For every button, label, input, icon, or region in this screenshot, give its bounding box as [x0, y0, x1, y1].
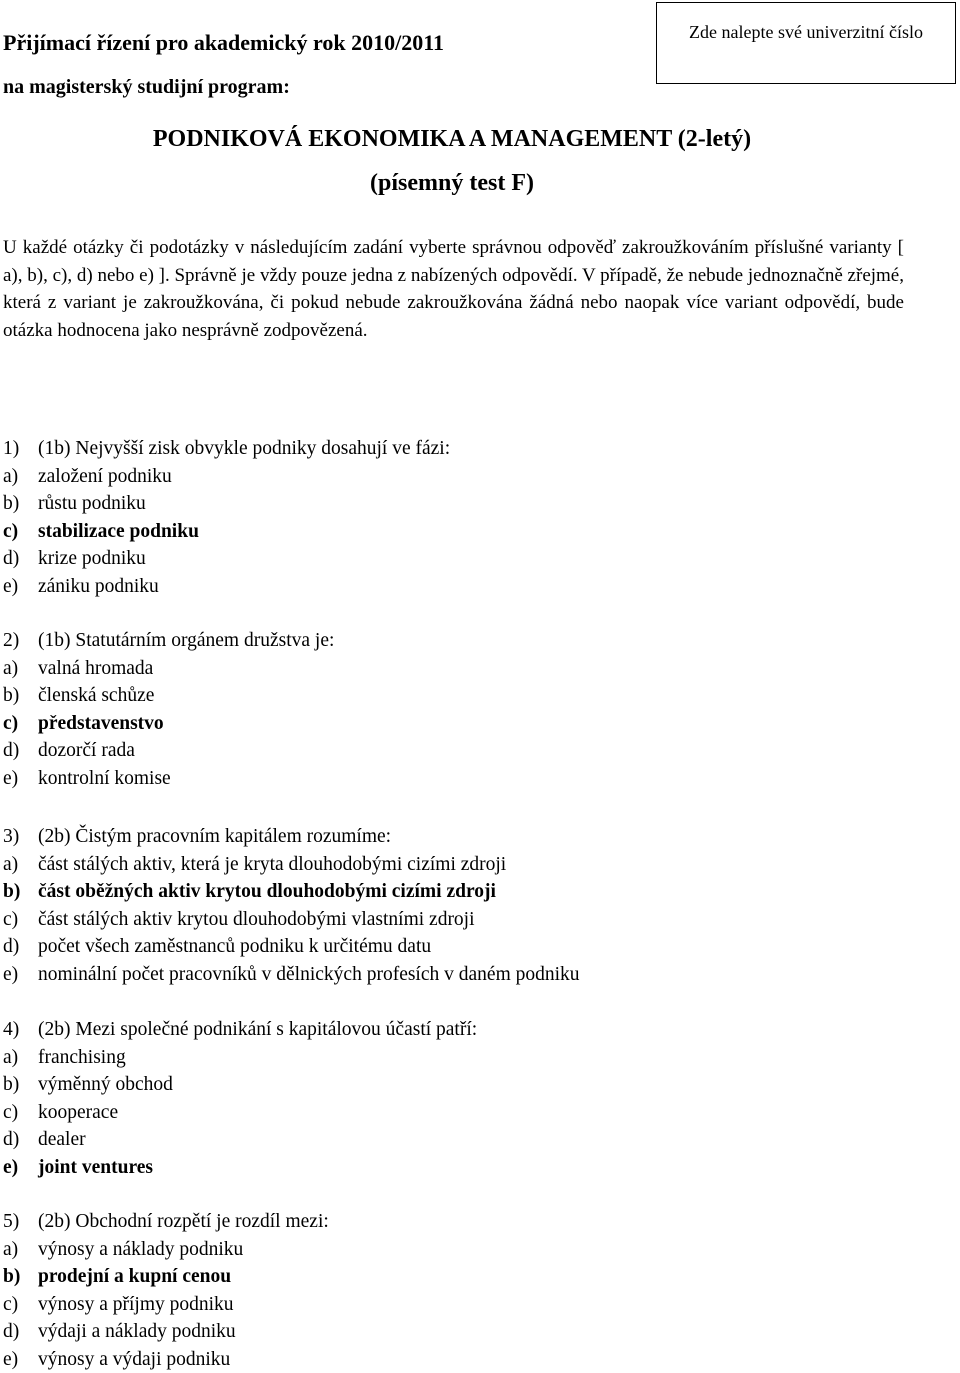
option-a[interactable]	[3, 1236, 903, 1264]
option-a[interactable]	[3, 851, 903, 879]
option-letter: e)	[3, 1348, 19, 1370]
option-d[interactable]	[3, 737, 903, 765]
program-title: PODNIKOVÁ EKONOMIKA A MANAGEMENT (2-letý)	[152, 126, 752, 152]
question-text	[3, 1208, 903, 1236]
option-b[interactable]	[3, 878, 903, 906]
option-letter: b)	[3, 881, 21, 902]
question-prompt: (2b) Čistým pracovním kapitálem rozumíme:	[38, 826, 392, 847]
option-text: kontrolní komise	[38, 767, 171, 789]
question-2	[3, 627, 903, 792]
question-5	[3, 1208, 903, 1373]
question-prompt: (2b) Obchodní rozpětí je rozdíl mezi:	[38, 1211, 329, 1232]
option-letter: d)	[3, 548, 20, 569]
question-1	[3, 435, 903, 600]
option-letter: e)	[3, 767, 19, 789]
sticker-box: Zde nalepte své univerzitní číslo	[656, 2, 956, 84]
question-number: 2)	[3, 630, 20, 651]
option-text: část oběžných aktiv krytou dlouhodobými cizími zdroji	[38, 881, 496, 902]
option-b[interactable]	[3, 682, 903, 710]
option-text: dozorčí rada	[38, 740, 135, 761]
option-text: výnosy a příjmy podniku	[38, 1293, 234, 1315]
option-text: zániku podniku	[38, 575, 159, 597]
option-a[interactable]	[3, 463, 903, 491]
option-c[interactable]	[3, 518, 903, 546]
question-text	[3, 435, 903, 463]
option-letter: d)	[3, 740, 20, 761]
option-c[interactable]	[3, 906, 903, 934]
question-text	[3, 823, 903, 851]
option-c[interactable]	[3, 1099, 903, 1127]
option-text: výdaji a náklady podniku	[38, 1321, 236, 1342]
option-letter: c)	[3, 1293, 19, 1315]
option-text: založení podniku	[38, 465, 172, 487]
option-letter: d)	[3, 1129, 20, 1150]
option-text: prodejní a kupní cenou	[38, 1266, 232, 1287]
option-letter: c)	[3, 712, 19, 734]
option-letter: b)	[3, 685, 20, 706]
option-text: představenstvo	[38, 712, 164, 734]
option-c[interactable]	[3, 710, 903, 738]
question-prompt: (2b) Mezi společné podnikání s kapitálovou účastí patří:	[38, 1019, 478, 1040]
instructions: U každé otázky či podotázky v následujícím zadání vyberte správnou odpověď zakroužkováním příslušné varianty [ a), b), c), d) nebo e) ]. Správně je vždy pouze jedna z nabízených odpovědí. V případě, že nebude jednoznačně zřejmé, která z variant je zakroužkována, či pokud nebude zakroužkována žádná nebo naopak více variant odpovědí, bude otázka hodnocena jako nesprávně zodpovězená.	[3, 237, 904, 341]
option-letter: a)	[3, 1046, 19, 1068]
question-number: 1)	[3, 438, 20, 459]
option-e[interactable]	[3, 961, 903, 989]
option-e[interactable]	[3, 1154, 903, 1182]
option-b[interactable]	[3, 490, 903, 518]
option-b[interactable]	[3, 1071, 903, 1099]
option-letter: c)	[3, 520, 19, 542]
question-4	[3, 1016, 903, 1181]
question-number: 4)	[3, 1019, 20, 1040]
option-letter: d)	[3, 936, 20, 957]
option-a[interactable]	[3, 1044, 903, 1072]
option-d[interactable]	[3, 933, 903, 961]
option-text: výměnný obchod	[38, 1074, 173, 1095]
option-letter: d)	[3, 1321, 20, 1342]
option-letter: b)	[3, 493, 20, 514]
question-text	[3, 627, 903, 655]
option-e[interactable]	[3, 1346, 903, 1373]
question-prompt: (1b) Nejvyšší zisk obvykle podniky dosahují ve fázi:	[38, 438, 451, 459]
option-letter: a)	[3, 657, 19, 679]
option-letter: c)	[3, 1101, 19, 1123]
option-text: počet všech zaměstnanců podniku k určitému datu	[38, 936, 432, 957]
option-text: valná hromada	[38, 657, 154, 679]
option-letter: a)	[3, 853, 19, 875]
option-letter: e)	[3, 963, 19, 985]
question-text	[3, 1016, 903, 1044]
option-text: krize podniku	[38, 548, 146, 569]
option-letter: b)	[3, 1266, 21, 1287]
question-3	[3, 823, 903, 988]
option-c[interactable]	[3, 1291, 903, 1319]
option-d[interactable]	[3, 545, 903, 573]
option-letter: c)	[3, 908, 19, 930]
test-variant: (písemný test F)	[370, 170, 534, 196]
option-e[interactable]	[3, 765, 903, 793]
option-text: stabilizace podniku	[38, 520, 199, 542]
question-prompt: (1b) Statutárním orgánem družstva je:	[38, 630, 335, 651]
option-b[interactable]	[3, 1263, 903, 1291]
option-text: kooperace	[38, 1101, 119, 1123]
option-text: výnosy a výdaji podniku	[38, 1348, 231, 1370]
option-letter: e)	[3, 575, 19, 597]
question-number: 5)	[3, 1211, 20, 1232]
option-text: růstu podniku	[38, 493, 146, 514]
option-text: franchising	[38, 1046, 126, 1068]
option-letter: e)	[3, 1156, 19, 1178]
option-d[interactable]	[3, 1318, 903, 1346]
option-text: část stálých aktiv krytou dlouhodobými vlastními zdroji	[38, 908, 475, 930]
option-text: joint ventures	[38, 1156, 154, 1178]
option-letter: a)	[3, 1238, 19, 1260]
page-title: Přijímací řízení pro akademický rok 2010/2011	[3, 30, 444, 55]
option-d[interactable]	[3, 1126, 903, 1154]
option-letter: a)	[3, 465, 19, 487]
question-number: 3)	[3, 826, 20, 847]
option-text: dealer	[38, 1129, 86, 1150]
option-text: členská schůze	[38, 685, 155, 706]
option-text: výnosy a náklady podniku	[38, 1238, 244, 1260]
option-a[interactable]	[3, 655, 903, 683]
option-e[interactable]	[3, 573, 903, 601]
option-letter: b)	[3, 1074, 20, 1095]
page-subtitle: na magisterský studijní program:	[3, 76, 290, 98]
option-text: část stálých aktiv, která je kryta dlouhodobými cizími zdroji	[38, 853, 507, 875]
option-text: nominální počet pracovníků v dělnických profesích v daném podniku	[38, 963, 580, 985]
